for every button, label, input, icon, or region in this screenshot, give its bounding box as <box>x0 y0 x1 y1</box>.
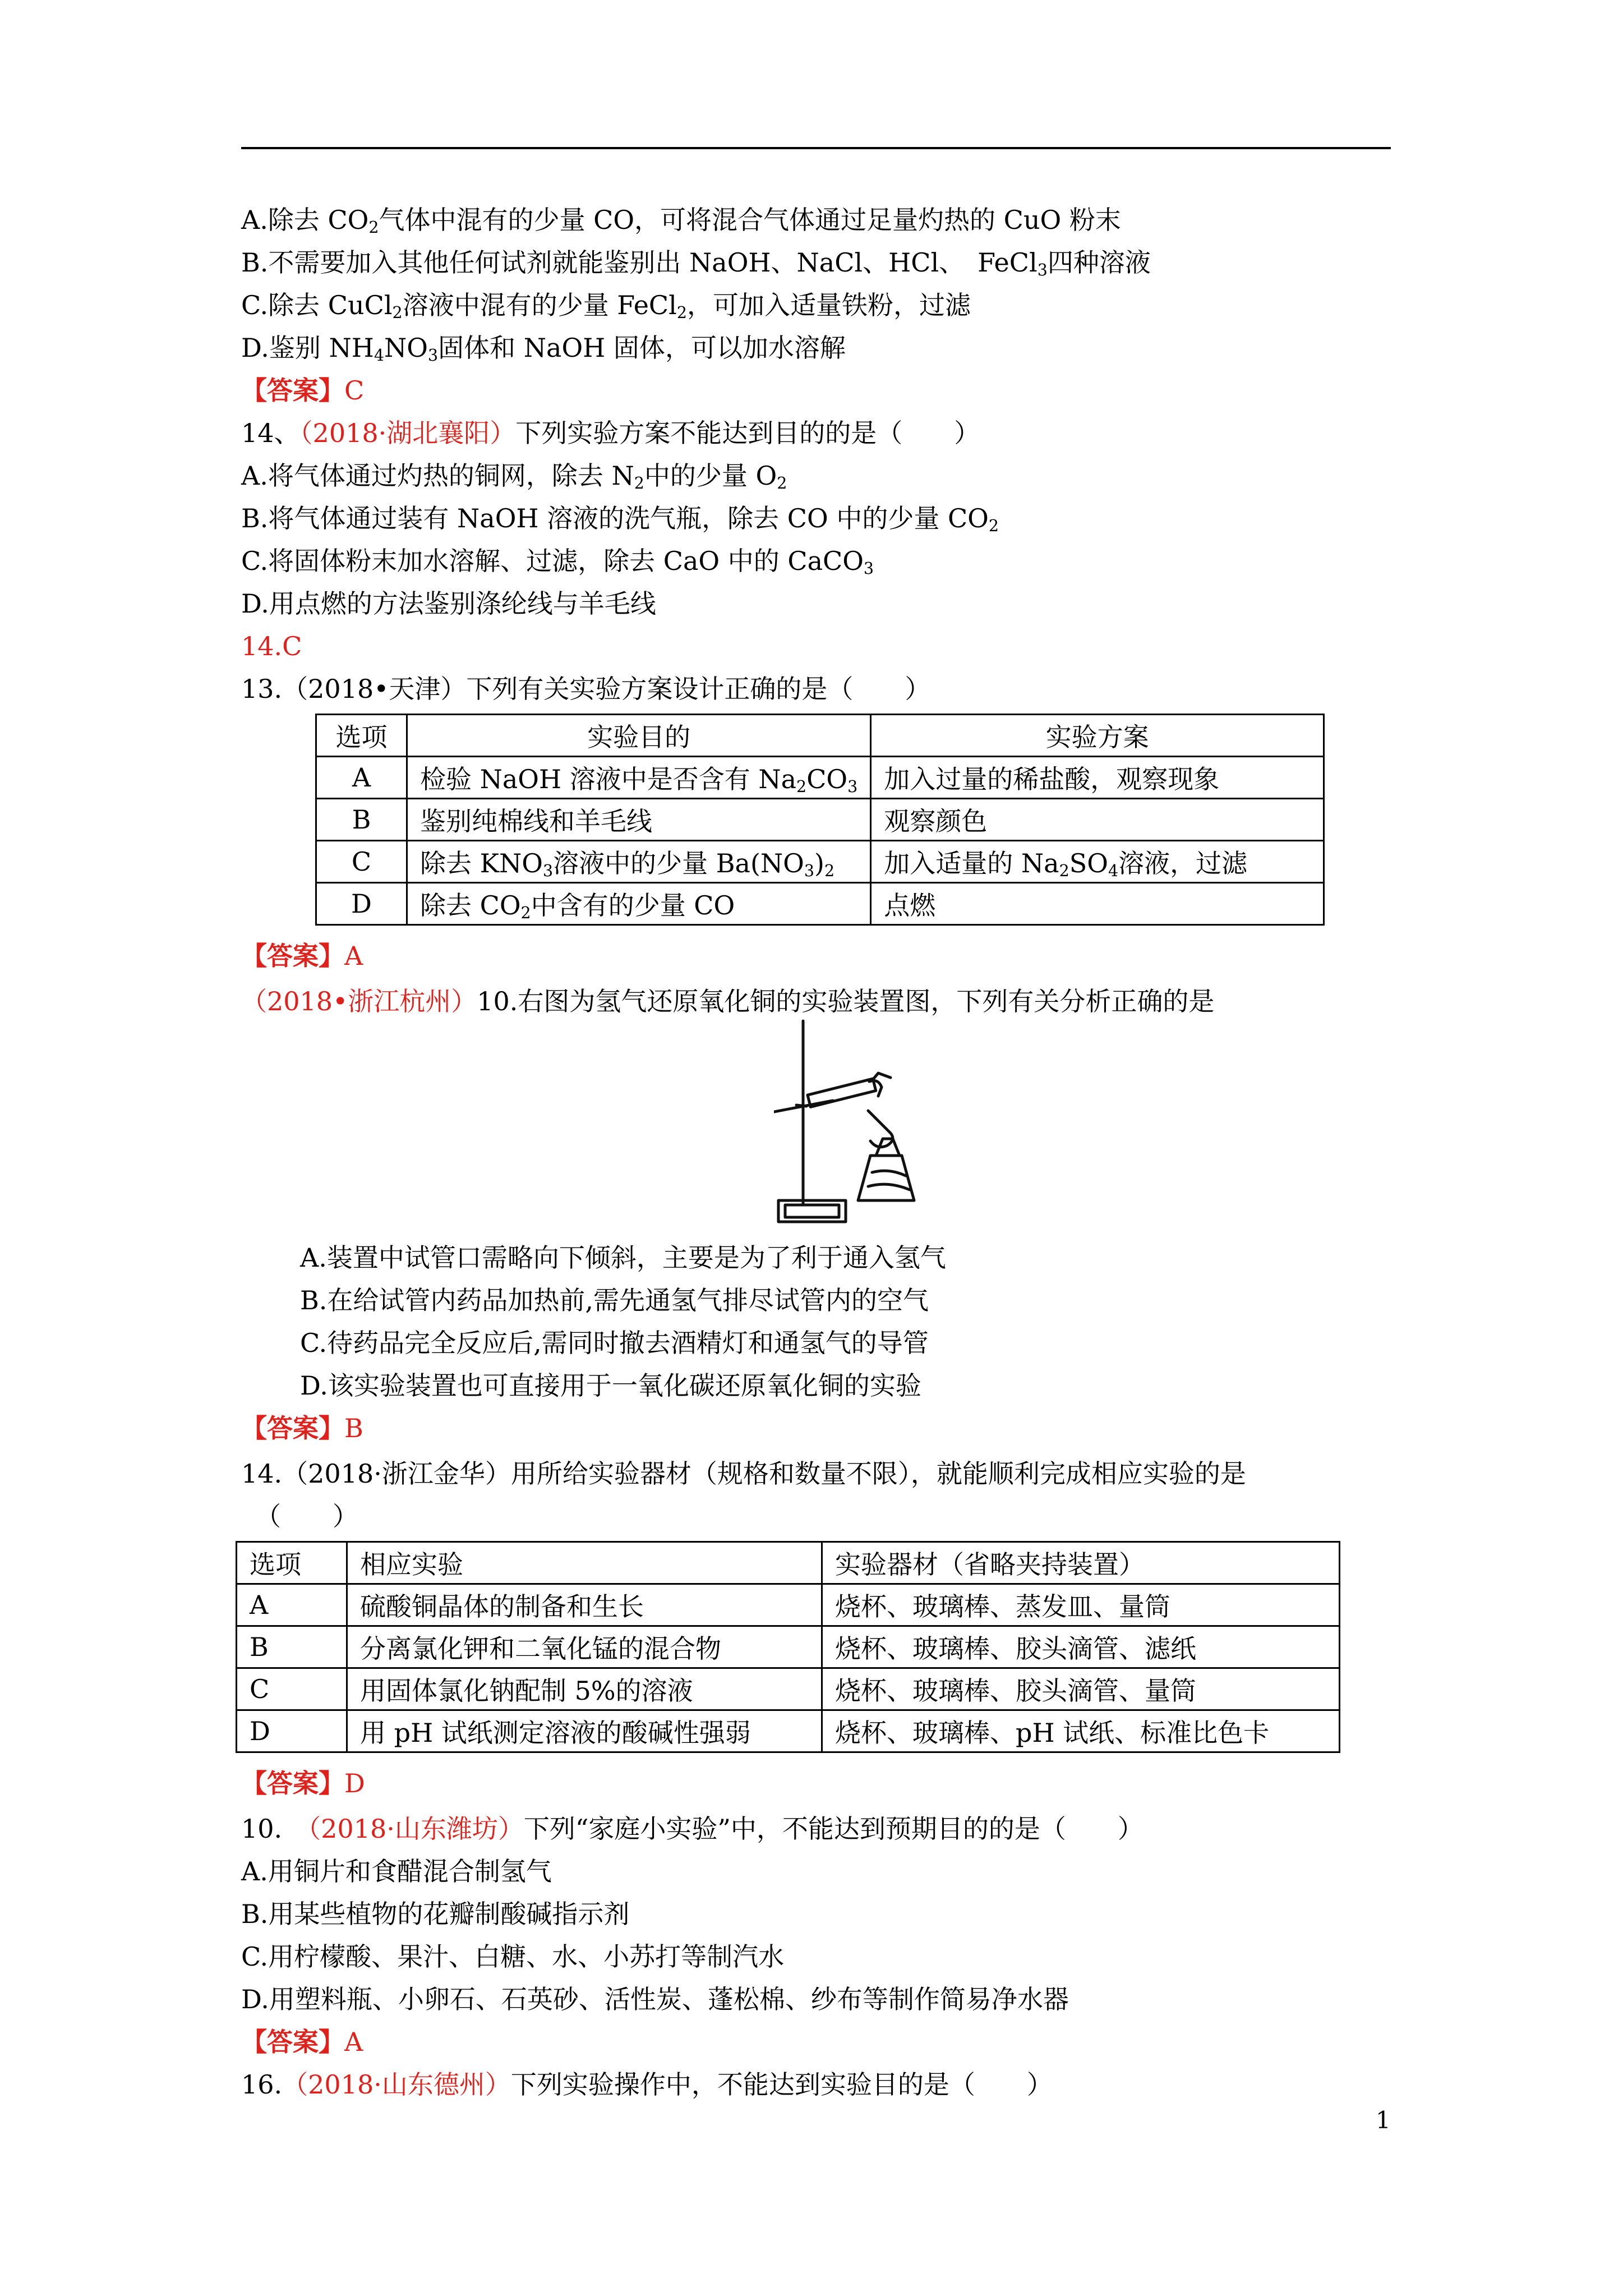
table-cell: 观察颜色 <box>871 799 1324 841</box>
answer-line: 【答案】C <box>241 375 365 406</box>
equipment-table <box>236 1541 1340 1753</box>
table-cell: B <box>237 1626 347 1668</box>
table-header-row <box>316 715 1324 757</box>
option-d: D.鉴别 $NH_4NO_3$固体和 NaOH 固体，可以加水溶解 <box>241 333 846 365</box>
table-row <box>316 883 1324 925</box>
table-header-cell: 选项 <box>237 1542 347 1584</box>
question-stem: 10. （2018·山东潍坊）下列“家庭小实验”中，不能达到预期目的的是（ ） <box>241 1814 1144 1844</box>
answer-line: 14.C <box>241 631 302 661</box>
table-cell: 烧杯、玻璃棒、pH 试纸、标准比色卡 <box>822 1710 1340 1752</box>
answer-line: 【答案】B <box>241 1413 363 1443</box>
option-c: C.除去 CuCl$_2$溶液中混有的少量 FeCl$_2$，可加入适量铁粉，过滤 <box>241 290 971 323</box>
table-row <box>316 841 1324 883</box>
table-cell: 加入适量的 $Na_2SO_4$溶液，过滤 <box>871 841 1324 883</box>
question-stem: 14.（2018·浙江金华）用所给实验器材（规格和数量不限），就能顺利完成相应实验的是 <box>241 1458 1246 1489</box>
option-a: A.除去 $CO_2$气体中混有的少量 CO，可将混合气体通过足量灼热的 CuO 粉末 <box>241 205 1121 237</box>
question-stem-blank: （ ） <box>255 1501 358 1531</box>
question-stem: 16.（2018·山东德州）下列实验操作中，不能达到实验目的是（ ） <box>241 2069 1053 2100</box>
option-b: B.将气体通过装有 NaOH 溶液的洗气瓶，除去 CO 中的少量 $CO_2$ <box>241 503 999 536</box>
table-row <box>316 799 1324 841</box>
table-row <box>237 1584 1340 1626</box>
option-d: D.用点燃的方法鉴别涤纶线与羊毛线 <box>241 588 656 619</box>
question-stem: 14、（2018·湖北襄阳）下列实验方案不能达到目的的是（ ） <box>241 418 980 448</box>
option-c: C.将固体粉末加水溶解、过滤，除去 CaO 中的 CaCO$_3$ <box>241 546 874 578</box>
table-header-cell: 相应实验 <box>347 1542 822 1584</box>
table-row <box>237 1668 1340 1710</box>
table-cell: D <box>316 883 407 925</box>
table-cell: 加入过量的稀盐酸，观察现象 <box>871 757 1324 799</box>
table-header-cell: 选项 <box>316 715 407 757</box>
question-stem: 13.（2018•天津）下列有关实验方案设计正确的是（ ） <box>241 674 931 704</box>
table-cell: 点燃 <box>871 883 1324 925</box>
option-d: D.该实验装置也可直接用于一氧化碳还原氧化铜的实验 <box>300 1370 921 1401</box>
option-a: A.用铜片和食醋混合制氢气 <box>241 1856 552 1887</box>
table-cell: 用 pH 试纸测定溶液的酸碱性强弱 <box>347 1710 822 1752</box>
option-b: B.在给试管内药品加热前,需先通氢气排尽试管内的空气 <box>300 1285 929 1315</box>
table-cell: B <box>316 799 407 841</box>
option-c: C.待药品完全反应后,需同时撤去酒精灯和通氢气的导管 <box>300 1328 929 1358</box>
table-cell: A <box>316 757 407 799</box>
table-cell: 烧杯、玻璃棒、蒸发皿、量筒 <box>822 1584 1340 1626</box>
table-cell: 分离氯化钾和二氧化锰的混合物 <box>347 1626 822 1668</box>
question-stem: （2018•浙江杭州）10.右图为氢气还原氧化铜的实验装置图，下列有关分析正确的是 <box>241 986 1215 1016</box>
table-cell: 除去 $KNO_3$溶液中的少量 $Ba(NO_3)_2$ <box>407 841 871 883</box>
table-cell: D <box>237 1710 347 1752</box>
table-header-cell: 实验方案 <box>871 715 1324 757</box>
table-cell: C <box>237 1668 347 1710</box>
answer-line: 【答案】D <box>241 1768 365 1798</box>
table-cell: A <box>237 1584 347 1626</box>
option-a: A.将气体通过灼热的铜网，除去 $N_2$中的少量 $O_2$ <box>241 461 787 493</box>
table-cell: C <box>316 841 407 883</box>
table-cell: 硫酸铜晶体的制备和生长 <box>347 1584 822 1626</box>
option-b: B.用某些植物的花瓣制酸碱指示剂 <box>241 1899 630 1929</box>
table-cell: 烧杯、玻璃棒、胶头滴管、滤纸 <box>822 1626 1340 1668</box>
table-cell: 烧杯、玻璃棒、胶头滴管、量筒 <box>822 1668 1340 1710</box>
page-number: 1 <box>1376 2106 1391 2134</box>
table-cell: 鉴别纯棉线和羊毛线 <box>407 799 871 841</box>
table-row <box>237 1626 1340 1668</box>
experiment-table <box>315 714 1325 926</box>
option-c: C.用柠檬酸、果汁、白糖、水、小苏打等制汽水 <box>241 1941 785 1972</box>
table-row <box>316 757 1324 799</box>
hydrogen-reduction-apparatus-figure <box>774 1015 920 1226</box>
answer-line: 【答案】A <box>241 941 363 971</box>
option-b: B.不需要加入其他任何试剂就能鉴别出 NaOH、NaCl、HCl、 FeCl$_3$四种溶液 <box>241 247 1151 280</box>
table-header-cell: 实验器材（省略夹持装置） <box>822 1542 1340 1584</box>
option-a: A.装置中试管口需略向下倾斜，主要是为了利于通入氢气 <box>300 1243 946 1273</box>
option-d: D.用塑料瓶、小卵石、石英砂、活性炭、蓬松棉、纱布等制作简易净水器 <box>241 1984 1069 2014</box>
table-row <box>237 1710 1340 1752</box>
header-rule <box>241 147 1391 149</box>
table-cell: 检验 NaOH 溶液中是否含有 $Na_2CO_3$ <box>407 757 871 799</box>
answer-line: 【答案】A <box>241 2027 363 2057</box>
table-header-cell: 实验目的 <box>407 715 871 757</box>
table-cell: 除去 $CO_2$中含有的少量 CO <box>407 883 871 925</box>
table-header-row <box>237 1542 1340 1584</box>
table-cell: 用固体氯化钠配制 5%的溶液 <box>347 1668 822 1710</box>
